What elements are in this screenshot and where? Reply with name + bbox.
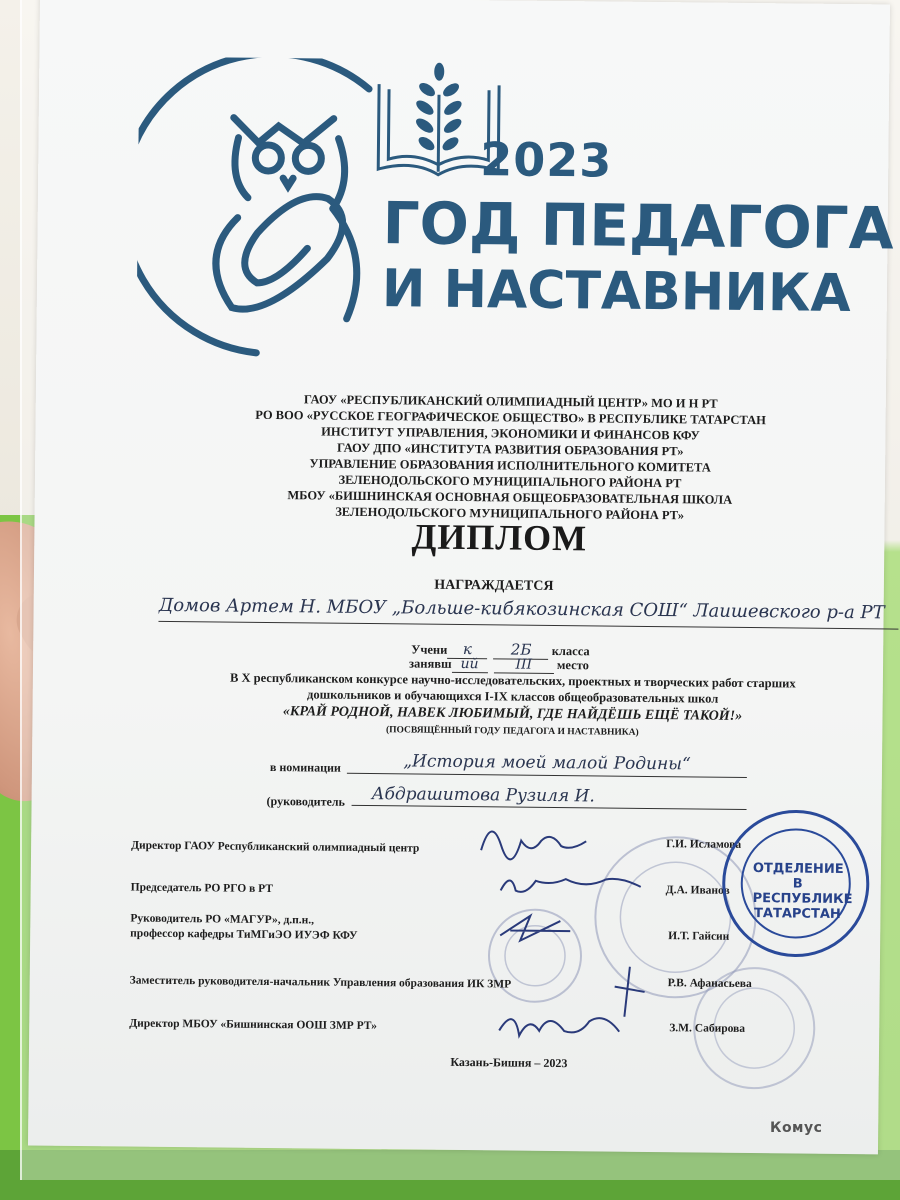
diploma-sheet xyxy=(28,0,894,1154)
place-value: III xyxy=(494,656,554,674)
organizer-line: ГАОУ «РЕСПУБЛИКАНСКИЙ ОЛИМПИАДНЫЙ ЦЕНТР» МО И Н РТ xyxy=(303,392,718,411)
signature-role: Директор МБОУ «Бишнинская ООШ ЗМР РТ» xyxy=(129,1017,377,1033)
nomination-label: в номинации xyxy=(269,760,341,775)
contest-motto: «КРАЙ РОДНОЙ, НАВЕК ЛЮБИМЫЙ, ГДЕ НАЙДЁШЬ ЕЩЁ ТАКОЙ!» xyxy=(282,704,743,724)
signature-name: Р.В. Афанасьева xyxy=(667,977,752,991)
grade-suffix: класса xyxy=(551,643,590,659)
place-suffix: ий xyxy=(451,656,487,673)
signature-name: И.Т. Гайсин xyxy=(668,930,730,943)
signature-name: З.М. Сабирова xyxy=(669,1022,746,1035)
stamp-text-line: В РЕСПУБЛИКЕ xyxy=(752,876,853,908)
signature-role: Руководитель РО «МАГУР», д.п.н., профессор кафедры ТиМГиЭО ИУЭФ КФУ xyxy=(130,912,358,942)
supervisor-value: Абдрашитова Рузиля И. xyxy=(352,784,747,810)
supervisor-label: (руководитель xyxy=(266,793,345,809)
handwritten-signature xyxy=(496,860,646,907)
organizer-line: РО ВОО «РУССКОЕ ГЕОГРАФИЧЕСКОЕ ОБЩЕСТВО» В РЕСПУБЛИКЕ ТАТАРСТАН xyxy=(255,407,767,428)
signature-role: Председатель РО РГО в РТ xyxy=(130,881,274,896)
stamp-text-line: ТАТАРСТАН xyxy=(753,906,841,922)
organizer-line: ЗЕЛЕНОДОЛЬСКОГО МУНИЦИПАЛЬНОГО РАЙОНА РТ» xyxy=(335,504,685,523)
signature-role: Заместитель руководителя-начальник Управления образования ИК ЗМР xyxy=(129,974,512,991)
place-label: место xyxy=(556,657,590,673)
grade-value: 2Б xyxy=(494,640,549,660)
organizer-line: МБОУ «БИШНИНСКАЯ ОСНОВНАЯ ОБЩЕОБРАЗОВАТЕЛЬНАЯ ШКОЛА xyxy=(287,488,733,507)
place-and-year: Казань-Бишня – 2023 xyxy=(450,1054,568,1071)
organizer-line: ЗЕЛЕНОДОЛЬСКОГО МУНИЦИПАЛЬНОГО РАЙОНА РТ xyxy=(338,472,682,491)
logo-year: 2023 xyxy=(480,132,613,188)
sleeve-brand-logo: Комус xyxy=(770,1120,823,1136)
place-prefix: занявш xyxy=(408,656,452,671)
logo-title-line2: И НАСТАВНИКА xyxy=(381,259,851,325)
contest-description xyxy=(163,669,863,708)
stamp-text-line: ОТДЕЛЕНИЕ xyxy=(752,861,844,878)
handwritten-signature xyxy=(494,1000,625,1051)
recipient-name: Домов Артем Н. МБОУ „Больше-кибякозинская СОШ“ Лаишевского р-а РТ xyxy=(158,595,898,630)
organizer-line: ИНСТИТУТ УПРАВЛЕНИЯ, ЭКОНОМИКИ И ФИНАНСОВ КФУ xyxy=(321,424,700,443)
signature-name: Г.И. Исламова xyxy=(666,838,742,851)
organizers-list xyxy=(185,390,836,525)
diploma-title: ДИПЛОМ xyxy=(411,516,588,559)
student-suffix: к xyxy=(447,640,487,659)
stamp-center-text xyxy=(752,861,853,922)
signature-name: Д.А. Иванов xyxy=(665,884,730,897)
signature-role: Директор ГАОУ Республиканский олимпиадный центр xyxy=(131,839,420,855)
organizer-line: УПРАВЛЕНИЕ ОБРАЗОВАНИЯ ИСПОЛНИТЕЛЬНОГО КОМИТЕТА xyxy=(309,456,711,475)
contest-line: дошкольников и обучающихся I-IX классов общеобразовательных школ xyxy=(306,687,719,706)
student-prefix: Учени xyxy=(411,642,448,657)
dedication: (ПОСВЯЩЁННЫЙ ГОДУ ПЕДАГОГА И НАСТАВНИКА) xyxy=(385,725,639,738)
contest-line: В X республиканском конкурсе научно-исследовательских, проектных и творческих работ старших xyxy=(230,670,796,691)
logo-title-line1: ГОД ПЕДАГОГА xyxy=(382,189,894,263)
handwritten-signature xyxy=(490,905,580,951)
awarded-heading: НАГРАЖДАЕТСЯ xyxy=(434,577,554,594)
nomination-value: „История моей малой Родины“ xyxy=(347,751,747,778)
organizer-line: ГАОУ ДПО «ИНСТИТУТА РАЗВИТИЯ ОБРАЗОВАНИЯ РТ» xyxy=(336,440,684,459)
